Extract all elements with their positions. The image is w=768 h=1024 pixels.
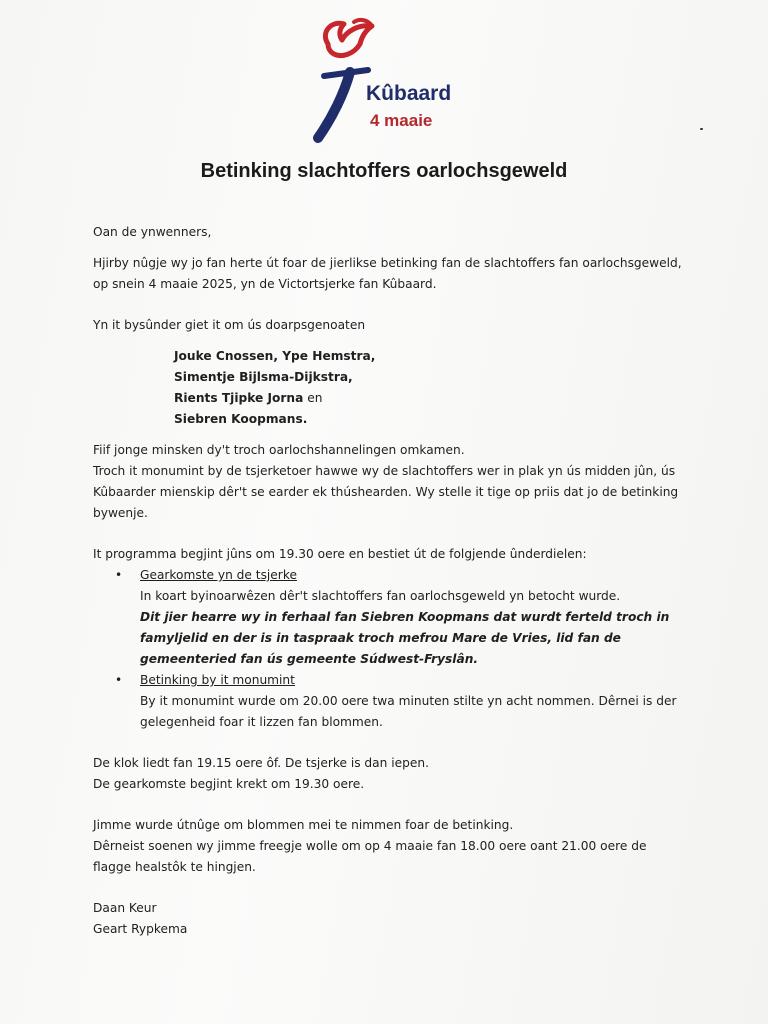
- program-item-text: In koart byinoarwêzen dêr't slachtoffers fan oarlochsgeweld yn betocht wurde.: [140, 589, 621, 603]
- program-item-title: • Betinking by it monumint: [140, 673, 295, 687]
- monument-paragraph: Troch it monumint by de tsjerketoer hawwe wy de slachtoffers wer in plak yn ús midden jûn, ús Kûbaarder mienskip dêr't se earder ek thúshearden. Wy stelle it tige op priis dat jo de betinking bywenje.: [93, 464, 679, 520]
- flowers-line: Jimme wurde útnûge om blommen mei te nimmen foar de betinking.: [93, 818, 514, 832]
- name-text: Rients Tjipke Jorna: [174, 391, 304, 405]
- letter-body: [93, 222, 683, 940]
- program-list: [93, 565, 683, 733]
- name-line: Simentje Bijlsma-Dijkstra,: [174, 370, 353, 384]
- program-item-text: By it monumint wurde om 20.00 oere twa minuten stilte yn acht nommen. Dêrnei is der gelegenheid foar it lizzen fan blommen.: [140, 694, 677, 729]
- intro-paragraph: Hjirby nûgje wy jo fan herte út foar de jierlikse betinking fan de slachtoffers fan oarlochsgeweld, op snein 4 maaie 2025, yn de Victortsjerke fan Kûbaard.: [93, 256, 682, 291]
- flag-line: Dêrneist soenen wy jimme freegje wolle om op 4 maaie fan 18.00 oere oant 21.00 oere de flagge healstôk te hingjen.: [93, 839, 647, 874]
- name-conjunction: en: [303, 391, 323, 405]
- paper-speck: [700, 128, 703, 130]
- special-intro: Yn it bysûnder giet it om ús doarpsgenoaten: [93, 318, 366, 332]
- logo-date: 4 maaie: [370, 111, 433, 130]
- program-intro: It programma begjint jûns om 19.30 oere en bestiet út de folgjende ûnderdielen:: [93, 547, 587, 561]
- salutation: Oan de ynwenners,: [93, 225, 212, 239]
- program-item: [93, 670, 683, 733]
- program-item-title: • Gearkomste yn de tsjerke: [140, 568, 297, 582]
- start-line: De gearkomste begjint krekt om 19.30 oere.: [93, 777, 365, 791]
- name-line: [174, 388, 683, 409]
- name-line: Jouke Cnossen, Ype Hemstra,: [174, 349, 376, 363]
- logo-village-name: Kûbaard: [366, 82, 452, 105]
- died-paragraph: Fiif jonge minsken dy't troch oarlochshannelingen omkamen.: [93, 443, 465, 457]
- bell-line: De klok liedt fan 19.15 oere ôf. De tsjerke is dan iepen.: [93, 756, 429, 770]
- program-item-highlight: Dit jier hearre wy in ferhaal fan Siebren Koopmans dat wurdt ferteld troch in famyljelid en der is in taspraak troch mefrou Mare de Vries, lid fan de gemeenteried fan ús gemeente Súdwest-Fryslân.: [140, 610, 670, 666]
- signature: Geart Rypkema: [93, 922, 188, 936]
- victim-names: [93, 346, 683, 430]
- program-item: [93, 565, 683, 670]
- name-line: Siebren Koopmans.: [174, 412, 308, 426]
- signature: Daan Keur: [93, 901, 157, 915]
- page-title: Betinking slachtoffers oarlochsgeweld: [200, 160, 568, 182]
